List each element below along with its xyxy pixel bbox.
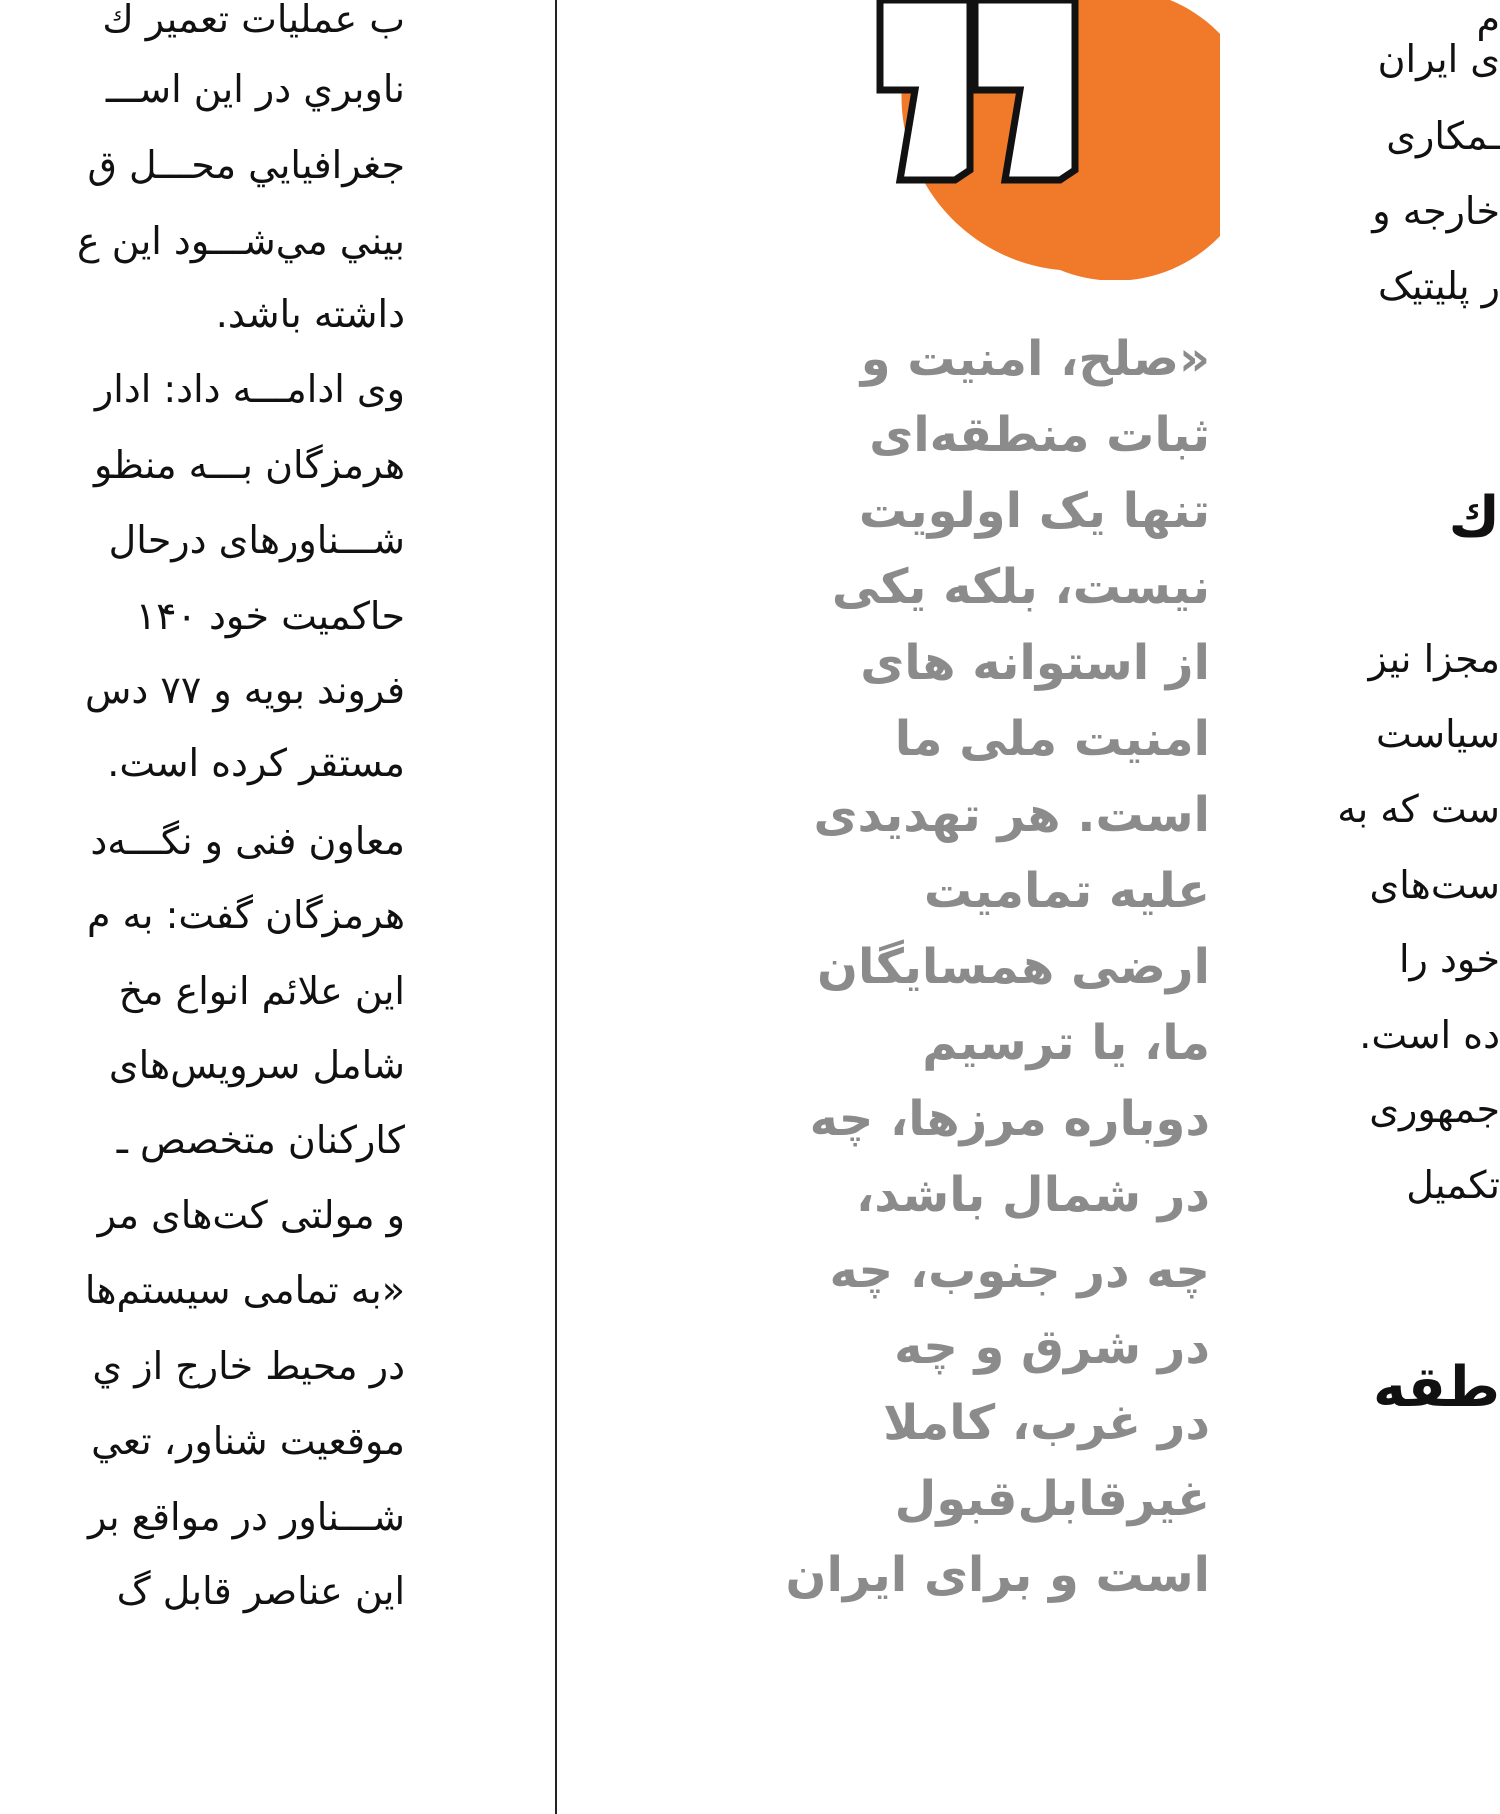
quote-mark-icon — [860, 0, 1220, 280]
body-text-line: ر پليتيک — [1378, 264, 1500, 308]
body-text-line: ی ايران — [1377, 37, 1500, 81]
pull-quote-line: چه در جنوب، چه — [829, 1243, 1210, 1299]
pull-quote-line: ارضی همسايگان — [817, 939, 1210, 995]
body-text-line: هرمزگان گفت: به م — [86, 893, 405, 937]
body-text-line: جغرافيايي محـــل ق — [87, 143, 405, 187]
pull-quote-line: در غرب، كاملا — [883, 1395, 1210, 1451]
right-text-column — [1320, 0, 1500, 1814]
body-text-line: هرمزگان بـــه منظو — [93, 443, 405, 487]
body-text-line: وی ادامـــه داد: ادار — [94, 367, 405, 411]
body-text-line: جمهوری — [1369, 1087, 1500, 1131]
column-rule — [555, 0, 557, 1814]
body-text-line: موقعيت شناور، تعي — [91, 1419, 405, 1463]
body-text-line: ده است. — [1359, 1013, 1500, 1057]
pull-quote-line: ثبات منطقه‌ای — [869, 407, 1210, 463]
body-text-line: معاون فنی و نگـــه‌د — [90, 819, 405, 863]
body-text-line: سياست — [1375, 712, 1500, 756]
body-text-line: در محيط خارج از ي — [92, 1344, 405, 1388]
body-text-line: شـــناور در مواقع بر — [88, 1495, 405, 1539]
body-text-line: فروند بويه و ۷۷ دس — [85, 668, 405, 712]
body-text-line: حاكميت خود ۱۴۰ — [135, 594, 405, 638]
pull-quote-line: در شمال باشد، — [856, 1167, 1210, 1223]
pull-quote-line: «صلح، امنيت و — [860, 331, 1210, 387]
body-text-line: خود را — [1398, 937, 1500, 981]
pull-quote-line: امنيت ملی ما — [894, 711, 1210, 767]
body-text-line: تكميل — [1406, 1163, 1500, 1207]
pull-quote-line: است و برای ايران — [785, 1547, 1210, 1603]
pull-quote-line: دوباره مرزها، چه — [809, 1091, 1210, 1147]
body-text-line: داشته باشد. — [215, 292, 405, 336]
pull-quote-line: نيست، بلكه يكی — [831, 559, 1210, 615]
body-text-line: ناوبري در اين اســـ — [105, 67, 405, 111]
pull-quote-line: در شرق و چه — [894, 1319, 1210, 1375]
body-text-line: شـــناورهای درحال — [108, 518, 405, 562]
pull-quote-line: تنها يک اولويت — [858, 483, 1210, 539]
section-heading: ك — [1448, 485, 1500, 550]
pull-quote-line: عليه تماميت — [923, 863, 1210, 919]
body-text-line: خارجه و — [1372, 189, 1500, 233]
pull-quote-line: غيرقابل‌قبول — [894, 1471, 1210, 1527]
pull-quote-line: است. هر تهديدی — [813, 787, 1210, 843]
body-text-line: شامل سرويس‌های — [108, 1043, 405, 1087]
body-text-line: اين عناصر قابل گ — [116, 1569, 405, 1613]
body-text-line: اين علائم انواع مخ — [118, 969, 405, 1013]
body-text-line: و مولتی كت‌های مر — [97, 1193, 405, 1237]
body-text-line: مستقر كرده است. — [107, 741, 405, 785]
pull-quote-line: از استوانه های — [860, 635, 1210, 691]
left-text-column — [0, 0, 405, 1814]
body-text-line: م — [1476, 0, 1500, 41]
quote-glyph-left — [880, 0, 970, 180]
body-text-line: ست‌های — [1369, 863, 1500, 907]
pull-quote-line: ما، يا ترسيم — [922, 1015, 1210, 1071]
body-text-line: كاركنان متخصص ـ — [116, 1118, 405, 1162]
body-text-line: «به تمامی سيستم‌ها — [84, 1268, 405, 1312]
body-text-line: ـمكاری — [1386, 114, 1500, 158]
section-heading: طقه — [1372, 1355, 1500, 1420]
body-text-line: ب عمليات تعمير ك — [102, 0, 405, 41]
body-text-line: ست كه به — [1337, 787, 1500, 831]
body-text-line: بيني مي‌شـــود اين ع — [77, 219, 405, 263]
body-text-line: مجزا نيز — [1368, 637, 1500, 681]
